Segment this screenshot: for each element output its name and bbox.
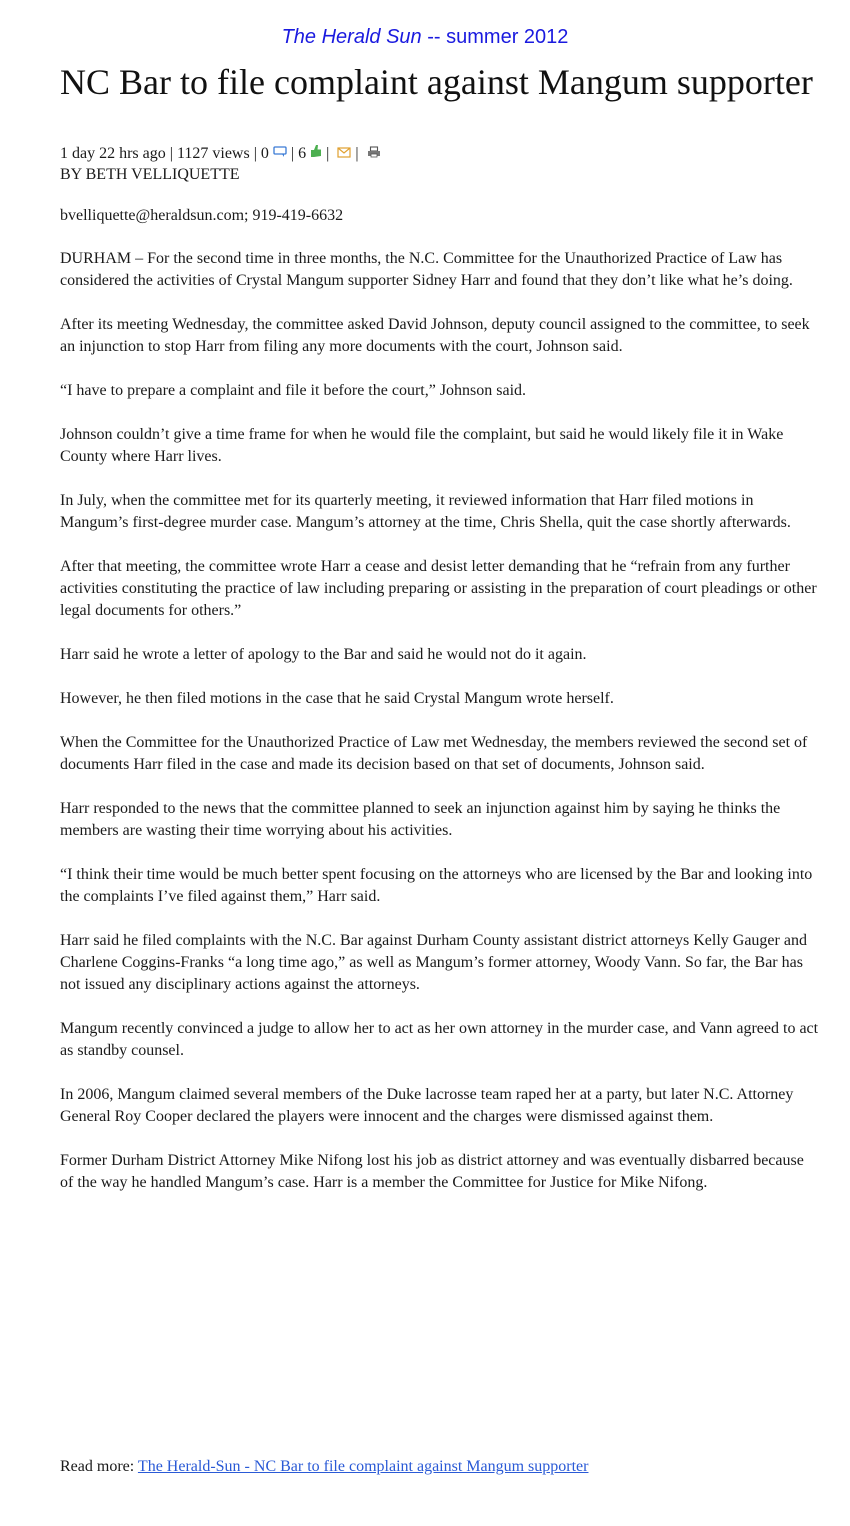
paragraph: “I have to prepare a complaint and file it before the court,” Johnson said. [60,382,527,399]
like-count[interactable]: 6 [298,145,307,162]
paragraph: In 2006, Mangum claimed several members of the Duke lacrosse team raped her at a party, but later N.C. Attorney General Roy Cooper declared the players were innocent and the charges were dismissed against them. [60,1086,794,1125]
read-more [60,1458,588,1476]
masthead-separator: -- [427,26,441,48]
masthead-paper: The Herald Sun [281,26,422,48]
email-icon[interactable] [337,143,351,164]
meta-separator: | [253,145,257,162]
paragraph: In July, when the committee met for its quarterly meeting, it reviewed information that Harr filed motions in Mangum’s first-degree murder case. Mangum’s attorney at the time, Chris Shella, quit the case shortly afterwards. [60,492,791,531]
article [60,60,820,1216]
paragraph: “I think their time would be much better spent focusing on the attorneys who are licensed by the Bar and looking into the complaints I’ve filed against them,” Harr said. [60,866,813,905]
read-more-label: Read more: [60,1458,135,1475]
meta-separator: | [290,145,295,162]
print-icon[interactable] [367,143,381,164]
comment-count[interactable]: 0 [260,145,269,162]
paragraph: Harr said he filed complaints with the N.C. Bar against Durham County assistant district attorneys Kelly Gauger and Charlene Coggins-Franks “a long time ago,” as well as Mangum’s former attorney, Woody Vann. So far, the Bar has not issued any disciplinary actions against the attorneys. [60,932,807,993]
meta-separator: | [326,145,330,162]
view-count: 1127 views [176,145,250,162]
paragraph: When the Committee for the Unauthorized Practice of Law met Wednesday, the members reviewed the second set of documents Harr filed in the case and made its decision based on that set of documents, Johnson said. [60,734,808,773]
headline: NC Bar to file complaint against Mangum supporter [60,62,813,102]
meta-separator: | [355,145,359,162]
meta-separator: | [169,145,173,162]
paragraph: After its meeting Wednesday, the committee asked David Johnson, deputy council assigned to the committee, to seek an injunction to stop Harr from filing any more documents with the court, Johnson said. [60,316,810,355]
masthead [0,26,850,49]
paragraph: After that meeting, the committee wrote Harr a cease and desist letter demanding that he “refrain from any further activities constituting the practice of law including preparing or assisting in the preparation of court pleadings or other legal documents for others.” [60,558,817,619]
article-meta [60,143,820,185]
meta-line [60,143,820,164]
masthead-date: summer 2012 [446,26,569,48]
paragraph: Harr said he wrote a letter of apology to the Bar and said he would not do it again. [60,646,587,663]
paragraph: DURHAM – For the second time in three months, the N.C. Committee for the Unauthorized Practice of Law has considered the activities of Crystal Mangum supporter Sidney Harr and found that they don’t like what he’s doing. [60,250,793,289]
article-body [60,248,820,1194]
paragraph: Johnson couldn’t give a time frame for when he would file the complaint, but said he would likely file it in Wake County where Harr lives. [60,426,784,465]
paragraph: Harr responded to the news that the committee planned to seek an injunction against him by saying he thinks the members are wasting their time worrying about his activities. [60,800,781,839]
byline: BY BETH VELLIQUETTE [60,166,240,183]
paragraph: Mangum recently convinced a judge to allow her to act as her own attorney in the murder case, and Vann agreed to act as standby counsel. [60,1020,819,1059]
thumbs-up-icon[interactable] [310,143,322,164]
author-contact: bvelliquette@heraldsun.com; 919-419-6632 [60,207,344,224]
paragraph: However, he then filed motions in the case that he said Crystal Mangum wrote herself. [60,690,614,707]
post-age: 1 day 22 hrs ago [60,145,166,162]
paragraph: Former Durham District Attorney Mike Nifong lost his job as district attorney and was eventually disbarred because of the way he handled Mangum’s case. Harr is a member the Committee for Justice for Mike Nifong. [60,1152,804,1191]
read-more-link[interactable]: The Herald-Sun - NC Bar to file complaint against Mangum supporter [137,1458,589,1475]
comment-icon[interactable] [273,143,287,164]
